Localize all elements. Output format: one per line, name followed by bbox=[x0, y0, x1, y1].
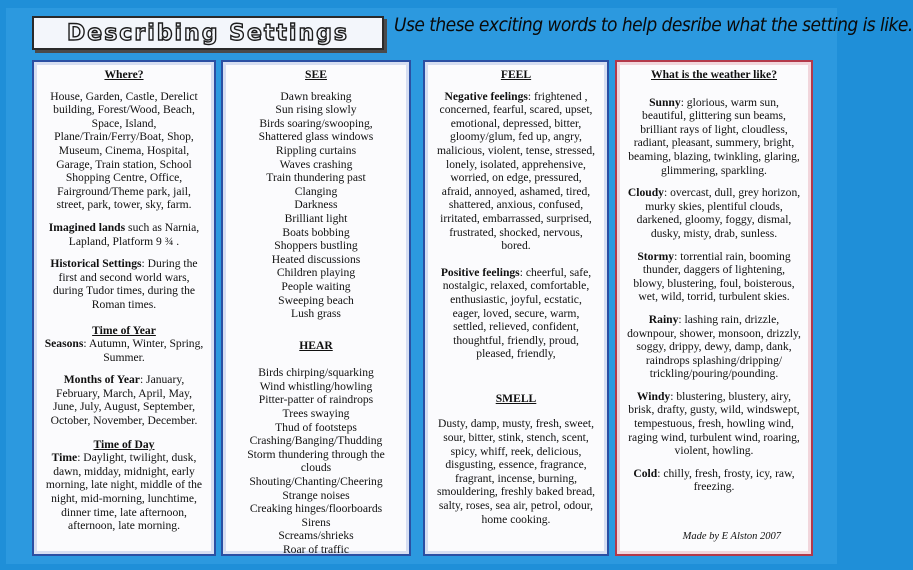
historical-label: Historical Settings bbox=[50, 257, 142, 271]
feel-smell-panel bbox=[423, 60, 609, 556]
rainy-label: Rainy bbox=[648, 312, 679, 326]
list-item: Roar of traffic bbox=[282, 543, 350, 556]
cloudy-label: Cloudy bbox=[627, 186, 664, 200]
windy-label: Windy bbox=[636, 389, 671, 403]
smell-heading: SMELL bbox=[495, 391, 537, 405]
list-item: Dawn breaking bbox=[280, 89, 352, 103]
negative-label: Negative feelings bbox=[444, 89, 528, 103]
imagined-lands bbox=[44, 221, 204, 248]
page-title: Describing Settings bbox=[67, 21, 349, 46]
list-item: Thud of footsteps bbox=[275, 420, 357, 434]
list-item: Birds soaring/swooping, bbox=[259, 116, 373, 130]
list-item: Children playing bbox=[276, 266, 356, 280]
stormy-words bbox=[627, 250, 801, 304]
sunny-label: Sunny bbox=[649, 95, 681, 109]
places-list: House, Garden, Castle, Derelict building, Forest/Wood, Beach, Space, Island, Plane/Train/Ferry/Boat, Shop, Museum, Cinema, Hospital, Garage, Train station, School Shopping Centre, Office, Fairground/Theme park, jail, street, park, tower, sky, farm. bbox=[50, 89, 198, 212]
historical-text: : During the first and second world wars, during Tudor times, during the Roman times. bbox=[52, 257, 198, 311]
list-item: Sweeping beach bbox=[278, 293, 354, 307]
see-heading: SEE bbox=[305, 68, 327, 81]
weather-heading: What is the weather like? bbox=[650, 68, 778, 81]
hear-list bbox=[233, 366, 399, 556]
list-item: Wind whistling/howling bbox=[259, 379, 373, 393]
list-item: Pitter-patter of raindrops bbox=[258, 393, 374, 407]
list-item: Crashing/Banging/Thudding bbox=[249, 434, 383, 448]
list-item: Darkness bbox=[294, 198, 338, 212]
list-item: Clanging bbox=[294, 184, 338, 198]
cold-label: Cold bbox=[633, 466, 658, 480]
negative-text: : frightened , concerned, fearful, scared, upset, emotional, depressed, bitter, gloomy/glum, fed up, angry, malicious, violent, tense, stressed, lonely, isolated, apprehensive, worried, on edge, pressured, afraid, annoyed, ashamed, tired, shattered, anxious, confused, irritated, embarrassed, surprised, frustrated, shocked, nervous, bored. bbox=[436, 89, 596, 253]
rainy-words bbox=[627, 313, 801, 381]
negative-feelings bbox=[435, 90, 597, 253]
list-item: Trees swaying bbox=[282, 407, 350, 421]
seasons-label: Seasons bbox=[44, 337, 84, 351]
time-label: Time bbox=[51, 451, 78, 465]
windy-words bbox=[627, 390, 801, 458]
stormy-label: Stormy bbox=[637, 249, 675, 263]
list-item: Sun rising slowly bbox=[275, 103, 357, 117]
seasons bbox=[44, 337, 204, 364]
positive-feelings bbox=[435, 266, 597, 361]
list-item: Brilliant light bbox=[284, 211, 348, 225]
see-list bbox=[233, 90, 399, 321]
positive-label: Positive feelings bbox=[440, 265, 520, 279]
windy-text: : blustering, blustery, airy, brisk, drafty, gusty, wild, windswept, tempestuous, fresh, howling wind, raging wind, turbulent wind, roaring, violent, howling. bbox=[628, 389, 800, 458]
author-credit: Made by E Alston 2007 bbox=[682, 531, 781, 543]
see-hear-panel bbox=[221, 60, 411, 556]
smell-words: Dusty, damp, musty, fresh, sweet, sour, bitter, stink, stench, scent, spicy, whiff, reek, delicious, disgusting, essence, fragrance, fragrant, incense, burning, smouldering, freshly baked bread, salty, roses, sea air, petrol, odour, home cooking. bbox=[436, 417, 596, 526]
where-heading: Where? bbox=[104, 68, 144, 81]
list-item: Screams/shrieks bbox=[278, 529, 354, 543]
list-item: Sirens bbox=[301, 515, 331, 529]
time-of-year-heading: Time of Year bbox=[92, 323, 156, 337]
list-item: Heated discussions bbox=[271, 252, 361, 266]
cloudy-words bbox=[627, 186, 801, 240]
time-of-day bbox=[44, 451, 204, 533]
tagline: Use these exciting words to help desribe what the setting is like. bbox=[394, 14, 913, 36]
weather-panel bbox=[615, 60, 813, 556]
feel-heading: FEEL bbox=[500, 68, 532, 81]
historical-settings bbox=[44, 257, 204, 311]
list-item: Waves crashing bbox=[279, 157, 353, 171]
time-text: : Daylight, twilight, dusk, dawn, midday, midnight, early morning, late night, middle of the night, mid-morning, lunchtime, dinner time, late afternoon, afternoon, late morning. bbox=[45, 451, 203, 533]
time-of-day-heading: Time of Day bbox=[93, 437, 155, 451]
imagined-text: such as Narnia, Lapland, Platform 9 ¾ . bbox=[68, 220, 200, 248]
list-item: People waiting bbox=[281, 279, 351, 293]
cold-words bbox=[627, 467, 801, 494]
list-item: Strange noises bbox=[282, 488, 350, 502]
cold-text: : chilly, fresh, frosty, icy, raw, freezing. bbox=[657, 466, 795, 494]
list-item: Rippling curtains bbox=[275, 143, 357, 157]
months-text: : January, February, March, April, May, June, July, August, September, October, November, December. bbox=[50, 373, 198, 428]
list-item: Shoppers bustling bbox=[274, 239, 358, 253]
hear-heading: HEAR bbox=[299, 338, 333, 352]
months bbox=[44, 373, 204, 427]
list-item: Shattered glass windows bbox=[258, 130, 374, 144]
months-label: Months of Year bbox=[63, 373, 140, 387]
list-item: Train thundering past bbox=[266, 171, 366, 185]
list-item: Birds chirping/squarking bbox=[258, 366, 374, 380]
seasons-text: : Autumn, Winter, Spring, Summer. bbox=[83, 337, 204, 364]
cloudy-text: : overcast, dull, grey horizon, murky skies, plentiful clouds, darkened, gloomy, foggy, dismal, dusky, misty, drab, sunless. bbox=[636, 186, 801, 240]
imagined-label: Imagined lands bbox=[48, 220, 126, 234]
list-item: Creaking hinges/floorboards bbox=[249, 502, 383, 516]
where-panel bbox=[32, 60, 216, 556]
stormy-text: : torrential rain, booming thunder, daggers of lightening, blowy, blustering, foul, boisterous, wet, wild, torrid, turbulent skies. bbox=[633, 249, 795, 304]
list-item: Lush grass bbox=[291, 307, 341, 321]
list-item: Storm thundering through the clouds bbox=[247, 447, 385, 475]
rainy-text: : lashing rain, drizzle, downpour, shower, monsoon, drizzly, soggy, drippy, dewy, damp, dank, raindrops splashing/dripping/ trickling/pouring/pounding. bbox=[627, 312, 801, 381]
list-item: Shouting/Chanting/Cheering bbox=[249, 475, 383, 489]
sunny-words bbox=[627, 96, 801, 178]
positive-text: : cheerful, safe, nostalgic, relaxed, comfortable, enthusiastic, joyful, ecstatic, eager, loved, secure, warm, settled, relieved, confident, thoughtful, friendly, proud, pleased, friendly, bbox=[442, 265, 592, 361]
title-banner bbox=[32, 16, 384, 50]
sunny-text: : glorious, warm sun, beautiful, glittering sun beams, brilliant rays of light, cloudless, radiant, pleasant, summery, bright, beaming, blazing, twinkling, glaring, glimmering, sparkling. bbox=[628, 95, 800, 177]
list-item: Boats bobbing bbox=[282, 225, 350, 239]
